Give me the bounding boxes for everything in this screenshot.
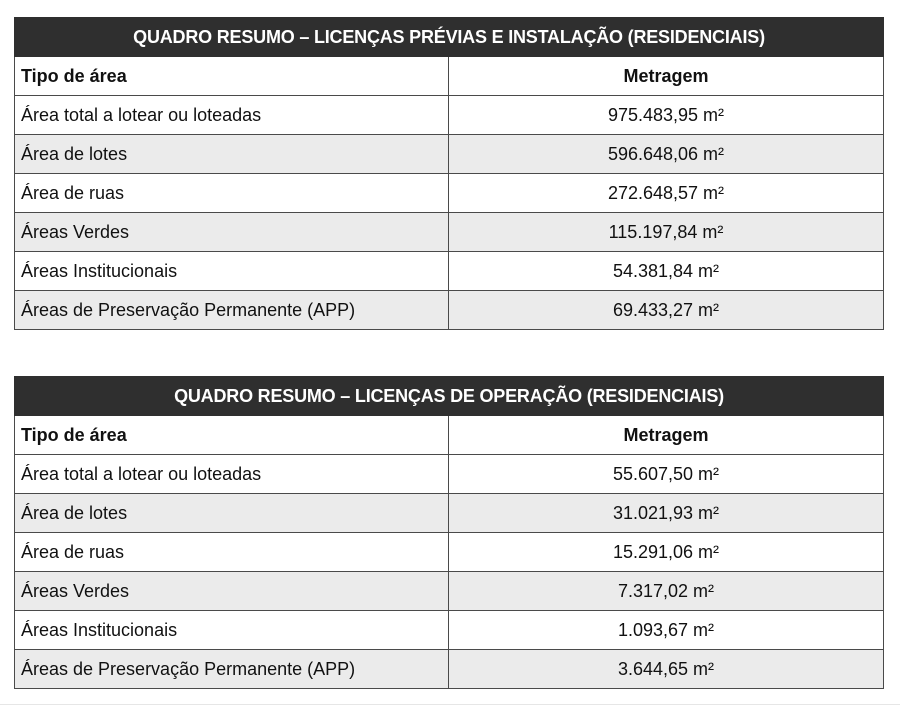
row-value: 31.021,93 m² [449, 494, 884, 533]
row-value: 272.648,57 m² [449, 174, 884, 213]
row-label: Áreas Institucionais [15, 611, 449, 650]
summary-table-previas-instalacao [14, 17, 884, 330]
table-row [15, 533, 884, 572]
table-title: QUADRO RESUMO – LICENÇAS PRÉVIAS E INSTALAÇÃO (RESIDENCIAIS) [15, 18, 884, 57]
row-label: Área de lotes [15, 135, 449, 174]
table-row [15, 291, 884, 330]
row-value: 1.093,67 m² [449, 611, 884, 650]
table-row [15, 650, 884, 689]
summary-table-operacao [14, 376, 884, 689]
row-label: Áreas Institucionais [15, 252, 449, 291]
row-label: Área de ruas [15, 533, 449, 572]
table-row [15, 252, 884, 291]
column-header-row [15, 57, 884, 96]
table-title-row [15, 377, 884, 416]
table-row [15, 611, 884, 650]
row-value: 69.433,27 m² [449, 291, 884, 330]
row-label: Área de ruas [15, 174, 449, 213]
row-value: 54.381,84 m² [449, 252, 884, 291]
row-value: 975.483,95 m² [449, 96, 884, 135]
table-row [15, 572, 884, 611]
row-value: 7.317,02 m² [449, 572, 884, 611]
row-label: Área total a lotear ou loteadas [15, 455, 449, 494]
row-label: Área total a lotear ou loteadas [15, 96, 449, 135]
table-row [15, 455, 884, 494]
column-header-tipo-de-area: Tipo de área [15, 416, 449, 455]
row-value: 115.197,84 m² [449, 213, 884, 252]
row-value: 596.648,06 m² [449, 135, 884, 174]
row-value: 3.644,65 m² [449, 650, 884, 689]
row-label: Áreas Verdes [15, 213, 449, 252]
table-row [15, 213, 884, 252]
table-title: QUADRO RESUMO – LICENÇAS DE OPERAÇÃO (RESIDENCIAIS) [15, 377, 884, 416]
column-header-metragem: Metragem [449, 57, 884, 96]
table-row [15, 135, 884, 174]
column-header-row [15, 416, 884, 455]
row-label: Áreas de Preservação Permanente (APP) [15, 291, 449, 330]
table-row [15, 96, 884, 135]
table-row [15, 174, 884, 213]
row-label: Área de lotes [15, 494, 449, 533]
row-value: 15.291,06 m² [449, 533, 884, 572]
row-label: Áreas Verdes [15, 572, 449, 611]
table-row [15, 494, 884, 533]
table-title-row [15, 18, 884, 57]
column-header-metragem: Metragem [449, 416, 884, 455]
column-header-tipo-de-area: Tipo de área [15, 57, 449, 96]
row-value: 55.607,50 m² [449, 455, 884, 494]
row-label: Áreas de Preservação Permanente (APP) [15, 650, 449, 689]
page-bottom-divider [0, 704, 900, 705]
